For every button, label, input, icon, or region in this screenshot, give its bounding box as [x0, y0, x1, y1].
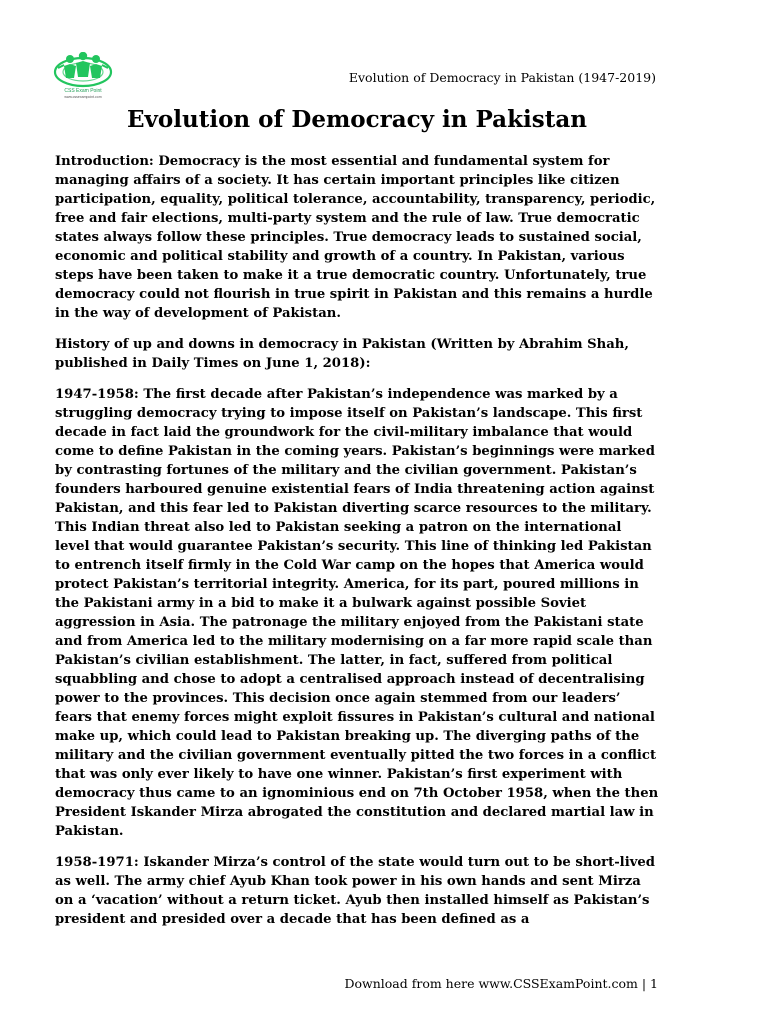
- paragraph-1947-1958: 1947-1958: The first decade after Pakistan’s independence was marked by a struggling democracy trying to impose itself on Pakistan’s landscape. This first decade in fact laid the groundwork for the civil-military imbalance that would come to define Pakistan in the coming years. Pakistan’s beginnings were marked by contrasting fortunes of the military and the civilian government. Pakistan’s founders harboured genuine existential fears of India threatening action against Pakistan, and this fear led to Pakistan diverting scarce resources to the military. This Indian threat also led to Pakistan seeking a patron on the international level that would guarantee Pakistan’s security. This line of thinking led Pakistan to entrench itself firmly in the Cold War camp on the hopes that America would protect Pakistan’s territorial integrity. America, for its part, poured millions in the Pakistani army in a bid to make it a bulwark against possible Soviet aggression in Asia. The patronage the military enjoyed from the Pakistani state and from America led to the military modernising on a far more rapid scale than Pakistan’s civilian establishment. The latter, in fact, suffered from political squabbling and chose to adopt a centralised approach instead of decentralising power to the provinces. This decision once again stemmed from our leaders’ fears that enemy forces might exploit fissures in Pakistan’s cultural and national make up, which could lead to Pakistan breaking up. The diverging paths of the military and the civilian government eventually pitted the two forces in a conflict that was only ever likely to have one winner. Pakistan’s first experiment with democracy thus came to an ignominious end on 7th October 1958, when the then President Iskander Mirza abrogated the constitution and declared martial law in Pakistan.: [55, 387, 659, 839]
- paragraph-introduction: Introduction: Democracy is the most essential and fundamental system for managing affairs of a society. It has certain important principles like citizen participation, equality, political tolerance, accountability, transparency, periodic, free and fair elections, multi-party system and the rule of law. True democratic states always follow these principles. True democracy leads to sustained social, economic and political stability and growth of a country. In Pakistan, various steps have been taken to make it a true democratic country. Unfortunately, true democracy could not flourish in true spirit in Pakistan and this remains a hurdle in the way of development of Pakistan.: [55, 154, 656, 321]
- logo-subtext: www.cssexampoint.com: [64, 95, 102, 99]
- logo-text: CSS Exam Point: [64, 88, 102, 94]
- paragraph-history-heading: History of up and downs in democracy in Pakistan (Written by Abrahim Shah, published in Daily Times on June 1, 2018):: [55, 337, 629, 371]
- running-header: Evolution of Democracy in Pakistan (1947-2019): [348, 70, 656, 85]
- document-body: [55, 152, 659, 941]
- paragraph-1958-1971: 1958-1971: Iskander Mirza’s control of the state would turn out to be short-lived as well. The army chief Ayub Khan took power in his own hands and sent Mirza on a ‘vacation’ without a return ticket. Ayub then installed himself as Pakistan’s president and presided over a decade that has been defined as a: [55, 855, 655, 927]
- document-title: Evolution of Democracy in Pakistan: [127, 106, 587, 133]
- people-circle-logo-icon: [50, 52, 116, 92]
- page-footer: Download from here www.CSSExamPoint.com | 1: [344, 976, 658, 991]
- logo-caption: [52, 88, 114, 100]
